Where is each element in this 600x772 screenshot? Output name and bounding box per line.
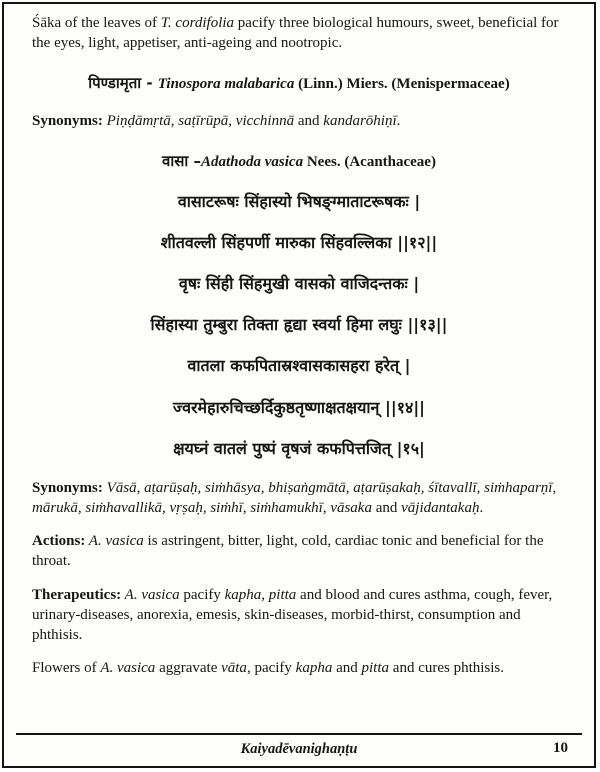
actions-paragraph <box>32 532 566 572</box>
heading-botanical-name: Adathoda vasica <box>201 154 304 171</box>
verse-line-6: ज्वरमेहारुचिच्छर्दिकुष्ठतृष्णाक्षतक्षयान् ||१४|| <box>172 397 426 417</box>
page-footer <box>16 733 582 766</box>
verse-line-1: वासाटरूषः सिंहास्यो भिषङ्ग्माताटरूषकः | <box>177 191 421 211</box>
flowers-text: and cures phthisis. <box>389 660 505 677</box>
intro-text: Śāka of the leaves of <box>32 15 161 31</box>
synonyms-period: . <box>479 499 484 516</box>
synonyms-last-name: vājidantakaḥ <box>401 499 480 516</box>
species-name-avasica: A. vasica <box>121 586 180 603</box>
intro-text-continued: pacify three biological humours, sweet, beneficial for the eyes, light, appetiser, anti-ageing and nootropic. <box>32 15 559 51</box>
species-name-tcordifolia: T. cordifolia <box>160 15 235 31</box>
actions-label: Actions: <box>32 533 86 550</box>
therapeutics-text: pacify <box>179 586 225 603</box>
synonyms-conjunction: and <box>371 499 402 516</box>
sanskrit-verse-block <box>32 191 566 479</box>
heading-pindamrta <box>32 74 566 95</box>
verse-line-7: क्षयघ्नं वातलं पुष्पं वृषजं कफपित्तजित् |१५| <box>173 438 425 458</box>
synonyms-label: Synonyms: <box>32 479 103 496</box>
dosha-pitta: pitta <box>361 660 390 677</box>
synonyms-names: Piṇḍāmṛtā, saṭīrūpā, vicchinnā <box>102 113 295 130</box>
synonyms-period: . <box>396 113 401 130</box>
flowers-text: and <box>332 660 362 677</box>
synonyms-conjunction: and <box>294 113 324 130</box>
flowers-text: , pacify <box>246 660 296 677</box>
heading-authority: Nees. (Acanthaceae) <box>303 154 436 171</box>
flowers-paragraph <box>32 659 566 679</box>
heading-sanskrit-name: वासा – <box>162 152 201 171</box>
synonyms-last-name: kandarōhiṇī <box>323 113 397 130</box>
heading-botanical-name: Tinospora malabarica <box>157 75 295 92</box>
synonyms-names: Vāsā, aṭarūṣaḥ, siṁhāsya, bhiṣaṅgmātā, aṭarūṣakaḥ, śītavallī, siṁhaparṇī, mārukā, siṁhavallikā, vṛṣaḥ, siṁhī, siṁhamukhī, vāsaka <box>32 479 557 516</box>
scanned-book-page <box>2 2 596 768</box>
therapeutics-paragraph <box>32 586 566 645</box>
flowers-text: Flowers of <box>32 660 101 677</box>
dosha-kapha: kapha <box>295 660 333 677</box>
dosha-vata: vāta <box>221 660 247 677</box>
verse-line-3: वृषः सिंही सिंहमुखी वासको वाजिदन्तकः | <box>178 274 420 294</box>
therapeutics-label: Therapeutics: <box>32 586 122 603</box>
verse-line-5: वातला कफपितास्रश्वासकासहरा हरेत् | <box>187 356 411 376</box>
footer-book-title: Kaiyadēvanighaṇṭu <box>240 741 358 757</box>
synonyms-pindamrta-paragraph <box>32 112 566 132</box>
species-name-avasica: A. vasica <box>100 660 156 677</box>
heading-authority: (Linn.) Miers. (Menispermaceae) <box>294 75 510 92</box>
footer-page-number: 10 <box>553 740 568 756</box>
heading-vasa <box>32 152 566 173</box>
actions-text: is astringent, bitter, light, cold, cardiac tonic and beneficial for the throat. <box>32 533 544 570</box>
therapeutics-text-continued: and blood and cures asthma, cough, fever, urinary-diseases, anorexia, emesis, skin-diseases, morbid-thirst, consumption and phthisis. <box>32 586 553 643</box>
synonyms-vasa-paragraph <box>32 479 566 519</box>
dosha-names: kapha, pitta <box>224 586 297 603</box>
heading-sanskrit-name: पिण्डामृता - <box>88 73 158 92</box>
flowers-text: aggravate <box>155 660 222 677</box>
verse-line-2: शीतवल्ली सिंहपर्णी मारुका सिंहवल्लिका ||१२|| <box>160 233 438 253</box>
verse-line-4: सिंहास्या तुम्बुरा तिक्ता हृद्या स्वर्या हिमा लघुः ||१३|| <box>150 315 448 335</box>
species-name-avasica: A. vasica <box>85 533 144 550</box>
synonyms-label: Synonyms: <box>32 113 103 130</box>
intro-paragraph <box>32 14 566 54</box>
